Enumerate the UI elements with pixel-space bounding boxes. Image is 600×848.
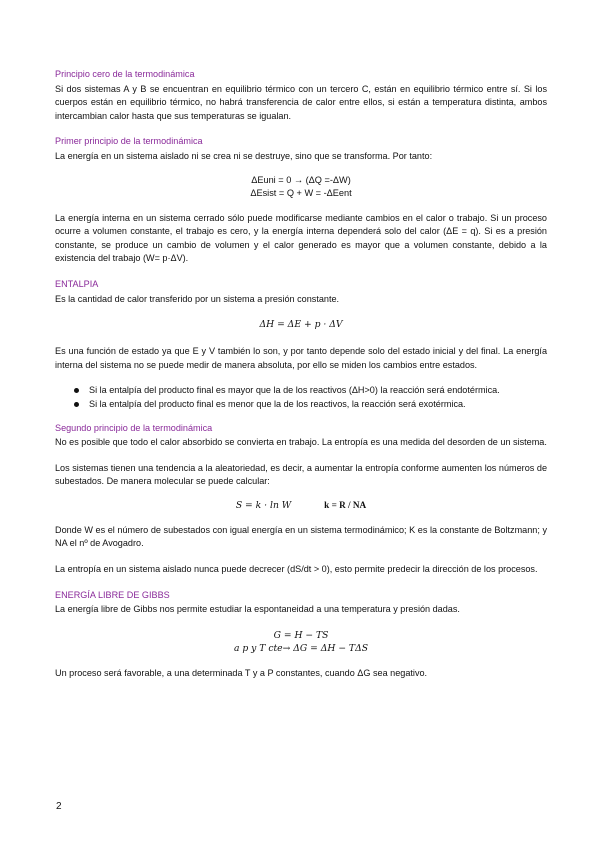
paragraph-zeroth-law: Si dos sistemas A y B se encuentran en equilibrio térmico con un tercero C, están en equilibrio térmico entre sí. Si los cuerpos están en equilibrio térmico, no habrá transferencia de calor entre ellos, si están a temperatura distinta, ambos intercambian calor hasta que sus temperaturas se igualan. <box>55 83 547 121</box>
paragraph-enthalpy-intro: Es la cantidad de calor transferido por un sistema a presión constante. <box>55 293 340 304</box>
paragraph-gibbs-intro: La energía libre de Gibbs nos permite estudiar la espontaneidad a una temperatura y presión dadas. <box>55 604 460 615</box>
equation-gibbs-delta: a p y T cte→ ΔG = ΔH − TΔS <box>233 642 368 654</box>
equation-energy-system: ΔEsist = Q + W = -ΔEent <box>250 187 352 198</box>
paragraph-entropy-randomness: Los sistemas tienen una tendencia a la aleatoriedad, es decir, a aumentar la entropía conforme aumenten los números de subestados. De manera molecular se puede calcular: <box>55 462 547 487</box>
enthalpy-bullet-list <box>55 384 547 411</box>
document-page <box>55 68 547 680</box>
equation-gibbs: G = H − TS <box>273 629 329 641</box>
equation-energy-universe: ΔEuni = 0 → (ΔQ =-ΔW) <box>251 174 351 185</box>
equation-enthalpy: ΔH = ΔE + p · ΔV <box>259 319 343 331</box>
list-item: Si la entalpía del producto final es menor que la de los reactivos, la reacción será exotérmica. <box>55 398 547 412</box>
section-heading-first-law: Primer principio de la termodinámica <box>55 136 203 147</box>
equation-boltzmann-constant: k = R / NA <box>324 499 367 510</box>
paragraph-first-law-intro: La energía en un sistema aislado ni se crea ni se destruye, sino que se transforma. Por tanto: <box>55 150 433 161</box>
paragraph-gibbs-favorable: Un proceso será favorable, a una determinada T y a P constantes, cuando ΔG sea negativo. <box>55 667 428 678</box>
section-heading-enthalpy: ENTALPIA <box>55 278 99 289</box>
page-number: 2 <box>56 801 62 812</box>
section-heading-second-law: Segundo principio de la termodinámica <box>55 422 213 433</box>
paragraph-second-law-intro: No es posible que todo el calor absorbido se convierta en trabajo. La entropía es una medida del desorden de un sistema. <box>55 437 547 448</box>
section-heading-gibbs: ENERGÍA LIBRE DE GIBBS <box>55 589 170 600</box>
section-heading-zeroth-law: Principio cero de la termodinámica <box>55 69 195 79</box>
list-item: Si la entalpía del producto final es mayor que la de los reactivos (ΔH>0) la reacción será endotérmica. <box>55 384 547 398</box>
equation-entropy-boltzmann <box>55 499 547 512</box>
paragraph-internal-energy: La energía interna en un sistema cerrado sólo puede modificarse mediante cambios en el calor o trabajo. Si un proceso ocurre a volumen constante, el trabajo es cero, y la energía interna dependerá solo del calor (ΔE = q). Si es a presión constante, se produce un cambio de volumen y el calor generado es mayor que a volumen constante, debido a la existencia del trabajo (W= p·ΔV). <box>55 212 547 264</box>
paragraph-enthalpy-state-function: Es una función de estado ya que E y V también lo son, y por tanto depende solo del estado inicial y del final. La energía interna del sistema no se puede medir de manera absoluta, por ello se miden los cambios entre estados. <box>55 346 547 370</box>
paragraph-boltzmann-definition: Donde W es el número de subestados con igual energía en un sistema termodinámico; K es la constante de Boltzmann; y NA el nº de Avogadro. <box>55 524 547 549</box>
equation-entropy: S = k · ln W <box>235 499 292 511</box>
paragraph-entropy-isolated: La entropía en un sistema aislado nunca puede decrecer (dS/dt > 0), esto permite predecir la dirección de los procesos. <box>55 564 538 575</box>
